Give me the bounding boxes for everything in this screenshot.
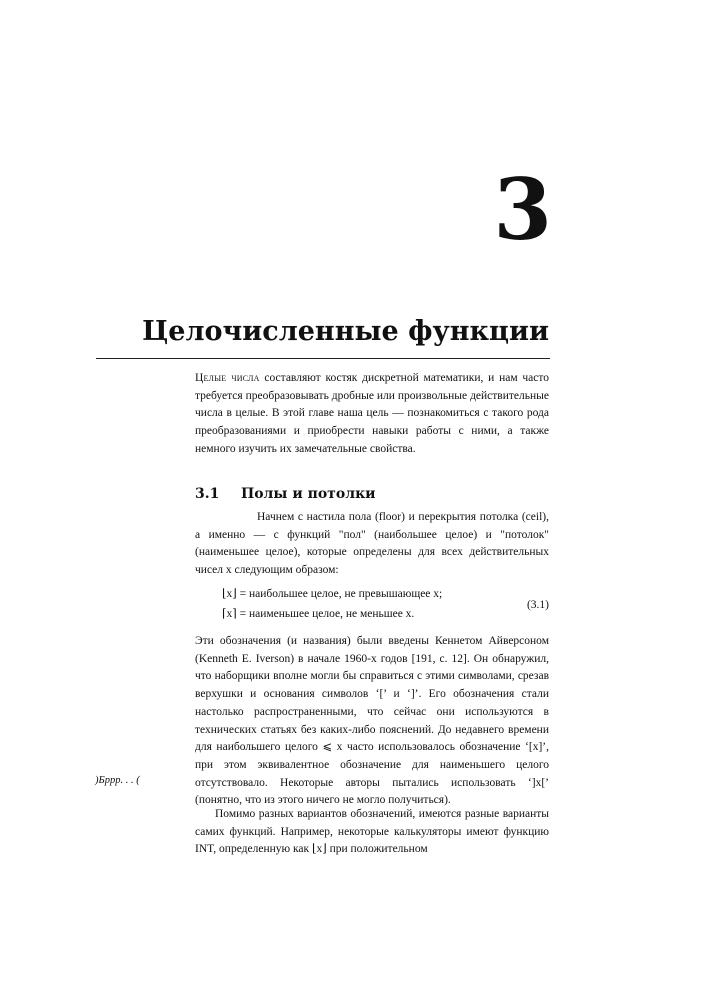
chapter-title: Целочисленные функции [142,316,549,347]
chapter-number: 3 [493,160,552,259]
section-number: 3.1 [195,486,220,502]
intro-lead-words: Целые числа [195,372,260,384]
equation-number: (3.1) [526,599,549,611]
section-title: Полы и потолки [241,486,376,502]
chapter-title-rule [96,358,550,359]
paragraph-iverson-notation: Эти обозначения (и названия) были введены Кеннетом Айверсоном (Kenneth E. Iverson) в начале 1960-х годов [191, с. 12]. Он обнаружил, что наборщики вполне могли бы справиться с этими символами, срезав верхушки и основания символов ‘[’ и ‘]’. Его обозначения стали настолько распространенными, что сейчас они используются в технических статьях без каких-либо пояснений. До недавнего времени для наибольшего целого ⩽ x часто использовалось обозначение ‘[x]’, при этом эквивалентное обозначение для наименьшего целого отсутствовало. Некоторые авторы пытались использовать ‘]x[’ (понятно, что из этого ничего не могло получиться). [195,635,549,807]
margin-note: )Бррр. . . ( [95,775,140,786]
formula-floor-definition: ⌊x⌋ = наибольшее целое, не превышающее x; [222,588,443,600]
formula-ceiling-definition: ⌈x⌉ = наименьшее целое, не меньшее x. [222,608,415,620]
chapter-intro-paragraph [195,370,549,459]
paragraph-function-variants: Помимо разных вариантов обозначений, имеются разные варианты самих функций. Например, некоторые калькуляторы имеют функцию INT, определенную как ⌊x⌋ при положительном [195,808,549,856]
section-heading [195,485,549,503]
intro-text: составляют костяк дискретной математики, и нам часто требуется преобразовывать дробные или произвольные действительные числа в целые. В этой главе наша цель — познакомиться с такого рода преобразованиями и приобрести навыки работы с ними, а также немного изучить их замечательные свойства. [195,372,549,455]
paragraph-floor-ceiling-intro: Начнем с настила пола (floor) и перекрытия потолка (ceil), а именно — с функций "пол" (наибольшее целое) и "потолок" (наименьшее целое), которые определены для всех действительных чисел x следующим образом: [195,511,549,577]
